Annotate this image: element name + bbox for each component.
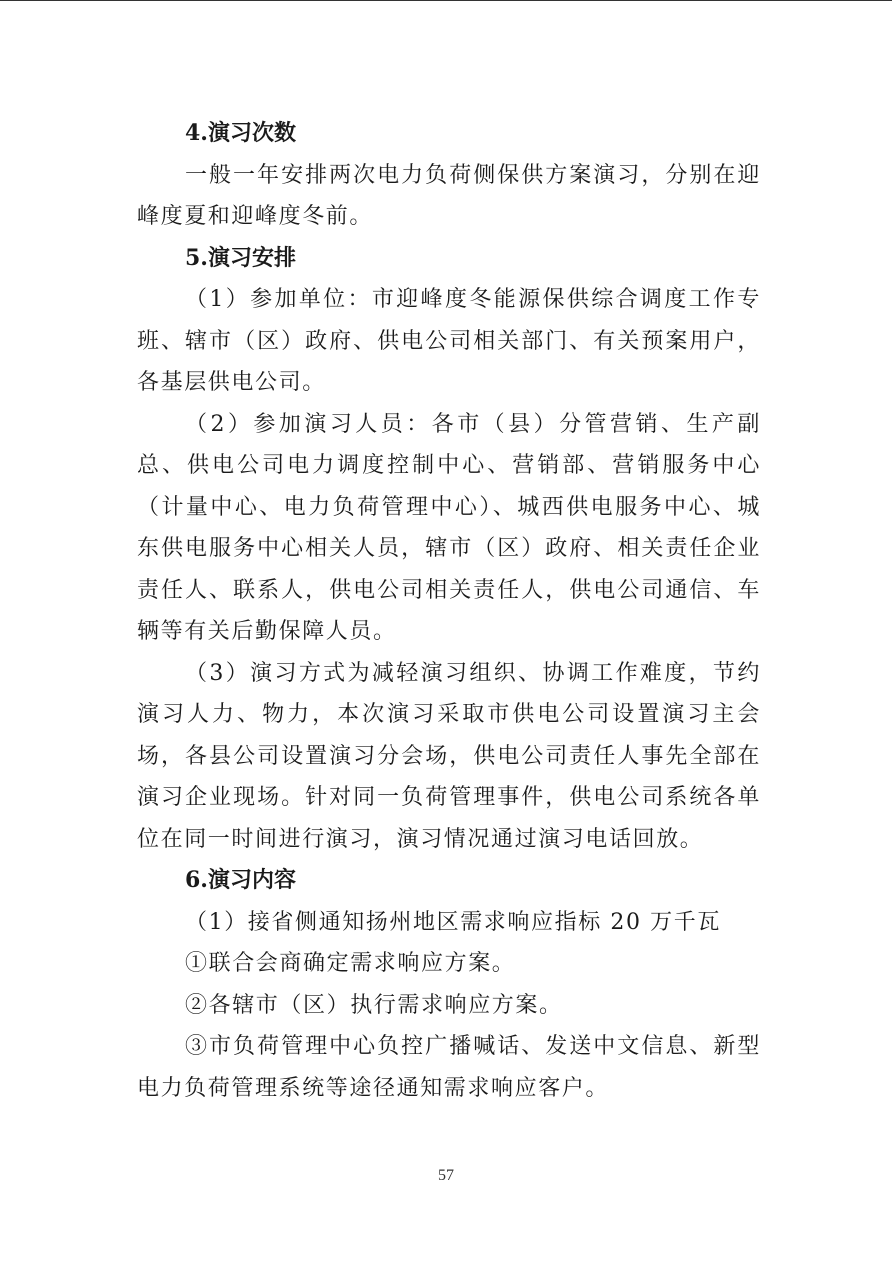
page-content [137, 113, 761, 1109]
section-4-paragraph: 一般一年安排两次电力负荷侧保供方案演习，分别在迎峰度夏和迎峰度冬前。 [137, 162, 761, 229]
section-6-subitem-1: ①联合会商确定需求响应方案。 [185, 951, 516, 976]
section-6-subitem-2: ②各辖市（区）执行需求响应方案。 [185, 992, 563, 1018]
page-number: 57 [438, 1167, 454, 1184]
section-heading-6: 6.演习内容 [185, 867, 296, 893]
section-6-item-1: （1）接省侧通知扬州地区需求响应指标 20 万千瓦 [185, 909, 721, 935]
section-5-item-2: （2）参加演习人员：各市（县）分管营销、生产副总、供电公司电力调度控制中心、营销部、营销服务中心（计量中心、电力负荷管理中心）、城西供电服务中心、城东供电服务中心相关人员，辖市（区）政府、相关责任企业责任人、联系人，供电公司相关责任人，供电公司通信、车辆等有关后勤保障人员。 [137, 411, 761, 644]
section-heading-4: 4.演习次数 [185, 120, 296, 146]
section-6-subitem-3: ③市负荷管理中心负控广播喊话、发送中文信息、新型电力负荷管理系统等途径通知需求响应客户。 [137, 1034, 761, 1101]
section-5-item-1: （1）参加单位：市迎峰度冬能源保供综合调度工作专班、辖市（区）政府、供电公司相关部门、有关预案用户，各基层供电公司。 [137, 287, 761, 395]
section-5-item-3: （3）演习方式为减轻演习组织、协调工作难度，节约演习人力、物力，本次演习采取市供电公司设置演习主会场，各县公司设置演习分会场，供电公司责任人事先全部在演习企业现场。针对同一负荷管理事件，供电公司系统各单位在同一时间进行演习，演习情况通过演习电话回放。 [137, 660, 761, 852]
section-heading-5: 5.演习安排 [185, 244, 296, 271]
